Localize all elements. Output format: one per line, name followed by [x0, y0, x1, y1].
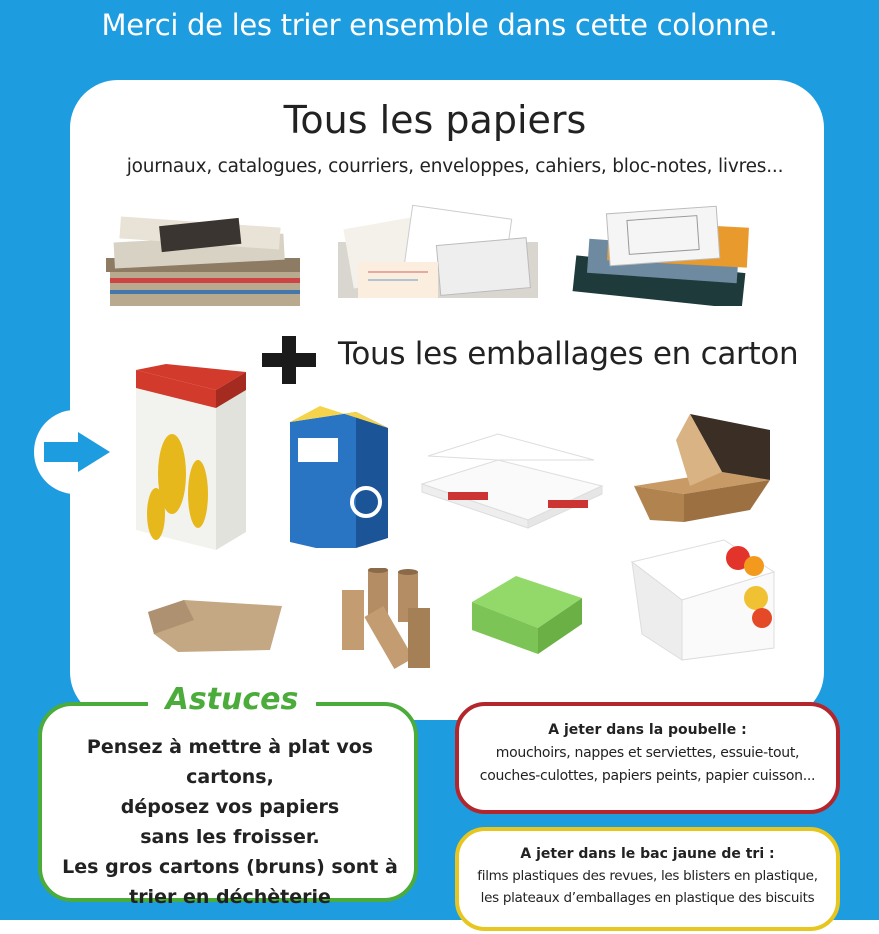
plus-icon — [262, 336, 316, 384]
toilet-rolls-image — [318, 568, 440, 674]
burger-box-image — [630, 410, 772, 526]
bac-jaune-line: films plastiques des revues, les blisters en plastique, — [477, 868, 818, 884]
bac-jaune-text — [457, 865, 838, 909]
cereal-box-image — [132, 364, 250, 554]
poubelle-text — [457, 742, 838, 788]
cartons-title: Tous les emballages en carton — [338, 336, 799, 372]
notebooks-image — [568, 204, 758, 306]
poubelle-title: A jeter dans la poubelle : — [548, 722, 747, 738]
astuces-title: Astuces — [148, 680, 316, 720]
newspapers-stack-image — [100, 208, 308, 312]
poubelle-line: mouchoirs, nappes et serviettes, essuie-tout, — [495, 745, 800, 761]
astuces-line: trier en déchèterie — [129, 886, 331, 908]
astuces-line: déposez vos papiers — [120, 796, 340, 818]
astuces-line: Pensez à mettre à plat vos cartons, — [86, 736, 374, 788]
header-instruction: Merci de les trier ensemble dans cette colonne. — [101, 8, 778, 42]
astuces-text — [44, 732, 416, 912]
bac-jaune-line: les plateaux d’emballages en plastique des biscuits — [480, 890, 815, 906]
egg-carton-image — [466, 572, 586, 658]
arrow-right-icon — [44, 432, 110, 472]
detergent-box-image — [286, 392, 392, 550]
astuces-line: sans les froisser. — [140, 826, 320, 848]
mail-envelopes-image — [328, 202, 546, 308]
papers-title: Tous les papiers — [283, 98, 587, 142]
astuces-line: Les gros cartons (bruns) sont à — [62, 856, 398, 878]
paper-bag-image — [144, 594, 286, 656]
fruit-sleeve-box-image — [628, 538, 776, 662]
bac-jaune-title: A jeter dans le bac jaune de tri : — [520, 846, 775, 862]
pizza-box-image — [418, 430, 606, 530]
poubelle-line: couches-culottes, papiers peints, papier cuisson... — [479, 768, 816, 784]
papers-subtitle: journaux, catalogues, courriers, enveloppes, cahiers, bloc-notes, livres... — [126, 156, 784, 177]
